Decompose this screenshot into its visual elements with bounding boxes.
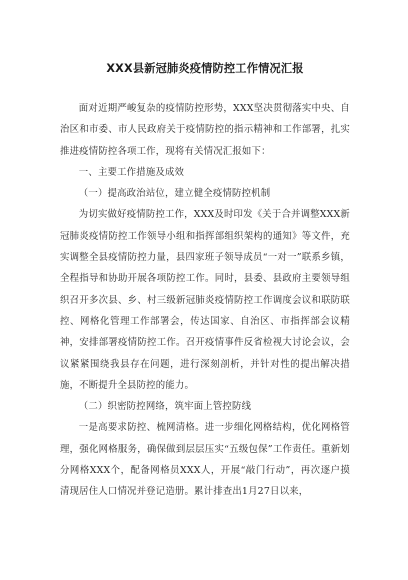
document-body [60, 60, 350, 503]
subsection-2-paragraph: 一是高要求防控、梳网清格。进一步细化网格结构，优化网格管理，强化网格服务，确保做到层层压实“五级包保”工作责任。重新划分网格XXX个，配备网格员XXX人，开展“敲门行动”，再次逐户摸清现居住人口情况并登记造册。累计排查出1月27日以来， [60, 422, 350, 498]
intro-paragraph: 面对近期严峻复杂的疫情防控形势，XXX坚决贯彻落实中央、自治区和市委、市人民政府关于疫情防控的指示精神和工作部署，扎实推进疫情防控各项工作，现将有关情况汇报如下： [60, 103, 350, 157]
document-title: XXX县新冠肺炎疫情防控工作情况汇报 [106, 62, 304, 75]
subsection-heading-1: （一）提高政治站位，建立健全疫情防控机制 [78, 188, 271, 200]
section-heading-1: 一、主要工作措施及成效 [78, 166, 185, 178]
subsection-1-paragraph: 为切实做好疫情防控工作，XXX及时印发《关于合并调整XXX新冠肺炎疫情防控工作领导小组和指挥部组织架构的通知》等文件，充实调整全县疫情防控力量，县四家班子领导成员“一对一”联系乡镇，全程指导和协助开展各项防控工作。同时，县委、县政府主要领导组织召开多次县、乡、村三级新冠肺炎疫情防控工作调度会议和联防联控、网格化管理工作部署会，传达国家、自治区、市指挥部会议精神，安排部署疫情防控工作。召开疫情事件反省检视大讨论会议，会议紧紧围绕我县存在问题，进行深刻剖析，并针对性的提出解决措施，不断提升全县防控的能力。 [60, 209, 350, 391]
subsection-heading-2: （二）织密防控网络，筑牢面上管控防线 [78, 401, 252, 413]
